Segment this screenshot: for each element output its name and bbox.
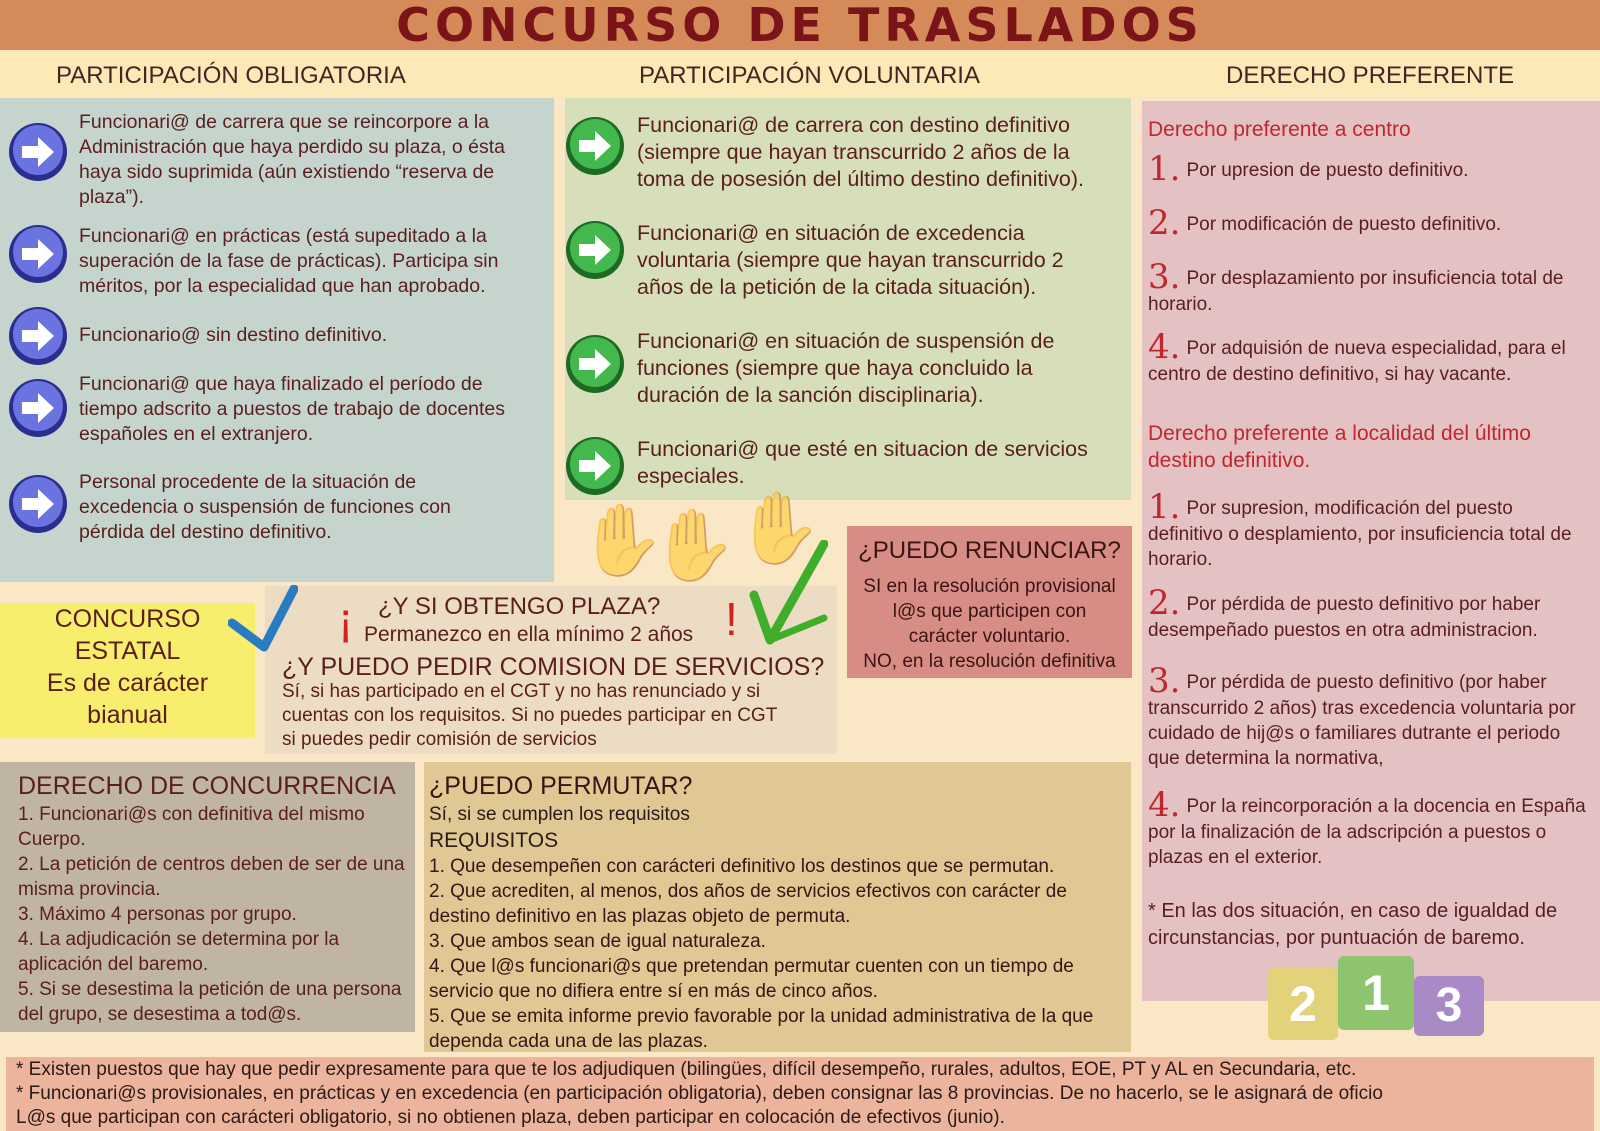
- obligatoria-text: Funcionari@ de carrera que se reincorpore a la Administración que haya perdido su plaza, o ésta haya sido suprimida (aún existiendo “reserva de plaza”).: [79, 111, 506, 208]
- permutar-answer: Sí, si se cumplen los requisitos: [429, 804, 690, 825]
- header-preferente: DERECHO PREFERENTE: [1226, 62, 1515, 89]
- preferente-note: * En las dos situación, en caso de igualdad de circunstancias, por puntuación de baremo.: [1148, 900, 1558, 949]
- permutar-title: ¿PUEDO PERMUTAR?: [429, 772, 693, 800]
- preferente-centro-item: [1148, 327, 1588, 387]
- footer-notes: [6, 1057, 1594, 1131]
- item-text: Por supresion, modificación del puesto definitivo o desplamiento, por insuficiencia total de horario.: [1148, 498, 1572, 570]
- blue-arrow-icon: [8, 122, 68, 182]
- estatal-line: ESTATAL: [74, 637, 181, 665]
- renunciar-line: carácter voluntario.: [908, 626, 1071, 647]
- obligatoria-panel: [0, 98, 554, 582]
- preferente-centro-title: Derecho preferente a centro: [1148, 118, 1411, 141]
- preferente-localidad-item: [1148, 661, 1588, 771]
- item-text: Por la reincorporación a la docencia en España por la finalización de la adscripción a puestos o plazas en el exterior.: [1148, 796, 1586, 868]
- item-number: 4.: [1148, 327, 1181, 367]
- obtengo-answer: Permanezco en ella mínimo 2 años: [364, 623, 694, 646]
- green-check-icon: [748, 540, 828, 655]
- item-text: Por adquisión de nueva especialidad, para el centro de destino definitivo, si hay vacante.: [1148, 338, 1566, 385]
- concurrencia-item: 2. La petición de centros deben de ser de una misma provincia.: [18, 854, 405, 900]
- comision-question: ¿Y PUEDO PEDIR COMISION DE SERVICIOS?: [282, 653, 825, 681]
- item-text: Por pérdida de puesto definitivo por haber desempeñado puestos en otra administracion.: [1148, 594, 1541, 641]
- voluntaria-text: Funcionari@ de carrera con destino definitivo (siempre que hayan transcurrido 2 años de la toma de posesión del último destino definitivo).: [637, 113, 1084, 191]
- blue-arrow-icon: [8, 474, 68, 534]
- obligatoria-text: Funcionario@ sin destino definitivo.: [79, 324, 388, 346]
- blue-arrow-icon: [8, 224, 68, 284]
- item-text: Por upresion de puesto definitivo.: [1186, 160, 1469, 181]
- blue-check-icon: [228, 585, 298, 655]
- voluntaria-panel: [565, 98, 1131, 500]
- podium-number: 1: [1362, 965, 1390, 1021]
- renunciar-line: SI en la resolución provisional: [863, 576, 1116, 597]
- podium-number: 2: [1289, 976, 1317, 1032]
- item-number: 3.: [1148, 257, 1181, 297]
- renunciar-line: l@s que participen con: [892, 601, 1087, 622]
- concurrencia-box: [0, 762, 415, 1032]
- hand-icon: ✋: [735, 489, 823, 567]
- exclamation-open: ¡: [338, 593, 354, 645]
- item-text: Por pérdida de puesto definitivo (por haber transcurrido 2 años) tras excedencia voluntaria por cuidado de hij@s o familiares dutrante el periodo que determina la normativa,: [1148, 672, 1576, 769]
- obligatoria-text: Funcionari@ en prácticas (está supeditado a la superación de la fase de prácticas). Participa sin méritos, por la especialidad que han aprobado.: [79, 225, 499, 297]
- green-arrow-icon: [565, 116, 625, 176]
- header-voluntaria: PARTICIPACIÓN VOLUNTARIA: [639, 62, 980, 89]
- footer-note: L@s que participan con carácteri obligatorio, si no obtienen plaza, deben participar en colocación de efectivos (junio).: [16, 1107, 1005, 1128]
- obtengo-question: ¿Y SI OBTENGO PLAZA?: [378, 593, 661, 620]
- item-number: 4.: [1148, 785, 1181, 825]
- item-text: Por desplazamiento por insuficiencia total de horario.: [1148, 268, 1564, 315]
- header-obligatoria: PARTICIPACIÓN OBLIGATORIA: [56, 62, 406, 89]
- permutar-item: 1. Que desempeñen con carácteri definitivo los destinos que se permutan.: [429, 856, 1055, 877]
- obligatoria-text: Personal procedente de la situación de excedencia o suspensión de funciones con pérdida del destino definitivo.: [79, 471, 451, 543]
- preferente-localidad-title: Derecho preferente a localidad del último destino definitivo.: [1148, 422, 1531, 472]
- concurso-estatal-box: [0, 603, 255, 738]
- podium-number: 3: [1435, 979, 1463, 1032]
- permutar-req-title: REQUISITOS: [429, 829, 559, 852]
- concurrencia-item: 5. Si se desestima la petición de una persona del grupo, se desestima a tod@s.: [18, 979, 402, 1025]
- green-arrow-icon: [565, 334, 625, 394]
- permutar-item: 4. Que l@s funcionari@s que pretendan permutar cuenten con un tiempo de servicio que no difiera entre sí en más de cinco años.: [429, 956, 1074, 1002]
- estatal-line: CONCURSO: [54, 605, 201, 633]
- concurrencia-item: 4. La adjudicación se determina por la aplicación del baremo.: [18, 929, 340, 975]
- permutar-item: 2. Que acrediten, al menos, dos años de servicios efectivos con carácter de destino definitivo en las plazas objeto de permuta.: [429, 881, 1067, 927]
- item-number: 1.: [1148, 487, 1181, 527]
- permutar-list: [429, 854, 1124, 1054]
- item-number: 1.: [1148, 149, 1181, 189]
- voluntaria-text: Funcionari@ en situación de excedencia voluntaria (siempre que hayan transcurrido 2 años de la petición de la citada situación).: [637, 221, 1064, 299]
- preferente-centro-item: [1148, 203, 1588, 243]
- exclamation-close: !: [725, 593, 738, 645]
- title-bar: [0, 0, 1600, 50]
- preferente-localidad-item: [1148, 583, 1588, 643]
- concurrencia-item: 3. Máximo 4 personas por grupo.: [18, 904, 297, 925]
- preferente-localidad-item: [1148, 487, 1588, 572]
- page-title: CONCURSO DE TRASLADOS: [396, 0, 1204, 52]
- obligatoria-text: Funcionari@ que haya finalizado el período de tiempo adscrito a puestos de trabajo de docentes españoles en el extranjero.: [79, 373, 506, 445]
- preferente-localidad-item: [1148, 785, 1588, 870]
- item-number: 2.: [1148, 583, 1181, 623]
- comision-answer: cuentas con los requisitos. Si no puedes participar en CGT: [282, 705, 778, 726]
- hand-icon: ✋: [578, 501, 666, 579]
- podium-block-second: [1268, 968, 1338, 1040]
- preferente-centro-item: [1148, 149, 1588, 189]
- green-arrow-icon: [565, 436, 625, 496]
- comision-answer: Sí, si has participado en el CGT y no has renunciado y si: [282, 681, 761, 702]
- concurrencia-item: 1. Funcionari@s con definitiva del mismo Cuerpo.: [18, 804, 365, 850]
- estatal-line: bianual: [87, 701, 168, 729]
- podium-block-first: [1338, 956, 1414, 1030]
- voluntaria-text: Funcionari@ en situación de suspensión de funciones (siempre que haya concluido la duración de la sanción disciplinaria).: [637, 329, 1055, 407]
- green-arrow-icon: [565, 220, 625, 280]
- footer-note: * Funcionari@s provisionales, en prácticas y en excedencia (en participación obligatoria), deben consignar las 8 provincias. De no hacerlo, se le asignará de oficio: [16, 1083, 1383, 1104]
- hand-icon: ✋: [650, 506, 738, 584]
- concurrencia-title: DERECHO DE CONCURRENCIA: [18, 772, 396, 800]
- podium-block-third: [1414, 976, 1484, 1036]
- blue-arrow-icon: [8, 378, 68, 438]
- voluntaria-text: Funcionari@ que esté en situacion de servicios especiales.: [637, 437, 1088, 488]
- permutar-item: 3. Que ambos sean de igual naturaleza.: [429, 931, 766, 952]
- item-text: Por modificación de puesto definitivo.: [1186, 214, 1502, 235]
- renunciar-box: [847, 526, 1132, 678]
- renunciar-question: ¿PUEDO RENUNCIAR?: [858, 537, 1121, 564]
- permutar-item: 5. Que se emita informe previo favorable por la unidad administrativa de la que dependa cada una de las plazas.: [429, 1006, 1094, 1052]
- preferente-centro-item: [1148, 257, 1588, 317]
- item-number: 2.: [1148, 203, 1181, 243]
- renunciar-line: NO, en la resolución definitiva: [863, 651, 1116, 672]
- comision-answer: si puedes pedir comisión de servicios: [282, 729, 597, 750]
- permutar-box: [424, 762, 1131, 1052]
- concurrencia-list: [18, 802, 408, 1027]
- column-headers: [0, 52, 1600, 98]
- estatal-line: Es de carácter: [46, 669, 209, 697]
- footer-note: * Existen puestos que hay que pedir expresamente para que te los adjudiquen (bilingües, difícil desempeño, rurales, adultos, EOE, PT y AL en Secundaria, etc.: [16, 1059, 1357, 1080]
- item-number: 3.: [1148, 661, 1181, 701]
- blue-arrow-icon: [8, 306, 68, 366]
